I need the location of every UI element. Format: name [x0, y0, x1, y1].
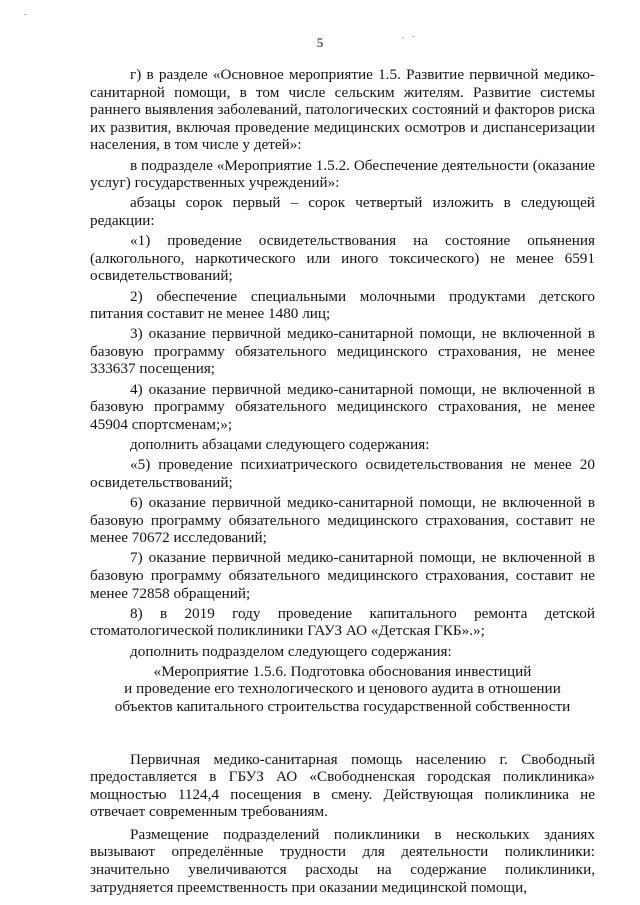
paragraph: в подразделе «Мероприятие 1.5.2. Обеспечение деятельности (оказание услуг) государственных учреждений»: — [90, 156, 595, 192]
scan-speck — [24, 14, 27, 15]
paragraph: абзацы сорок первый – сорок четвертый изложить в следующей редакции: — [90, 194, 595, 229]
document-body — [90, 66, 595, 899]
list-item-paragraph: 2) обеспечение специальными молочными продуктами детского питания составит не менее 1480 лиц; — [90, 287, 595, 323]
list-item-paragraph: «5) проведение психиатрического освидетельствования не менее 20 освидетельствований; — [90, 456, 595, 491]
paragraph: дополнить подразделом следующего содержания: — [130, 642, 452, 660]
subsection-title-line: «Мероприятие 1.5.6. Подготовка обоснования инвестиций — [153, 662, 532, 680]
page-number: 5 — [316, 35, 324, 50]
paragraph: Размещение подразделений поликлиники в нескольких зданиях вызывают определённые трудности для деятельности поликлиники: значительно увеличиваются расходы на содержание поликлиники, затрудняется преемственность при оказании медицинской помощи, — [90, 825, 595, 896]
list-item-paragraph: 4) оказание первичной медико-санитарной помощи, не включенной в базовую программу обязательного медицинского страхования, не менее 45904 спортсменам;»; — [90, 380, 595, 433]
scan-speck — [402, 37, 404, 39]
subsection-title-line: и проведение его технологического и ценового аудита в отношении — [124, 680, 561, 698]
list-item-paragraph: 3) оказание первичной медико-санитарной помощи, не включенной в базовую программу обязательного медицинского страхования, не менее 333637 посещения; — [90, 325, 595, 378]
scan-speck — [412, 36, 415, 37]
subsection-title-line: объектов капитального строительства государственной собственности — [114, 697, 571, 715]
paragraph: г) в разделе «Основное мероприятие 1.5. Развитие первичной медико-санитарной помощи, в том числе сельским жителям. Развитие системы раннего выявления заболеваний, патологических состояний и факторов риска их развития, включая проведение медицинских осмотров и диспансеризации населения, в том числе у детей»: — [90, 66, 595, 154]
list-item-paragraph: 7) оказание первичной медико-санитарной помощи, не включенной в базовую программу обязательного медицинского страхования, составит не менее 72858 обращений; — [90, 549, 595, 602]
list-item-paragraph: 8) в 2019 году проведение капитального ремонта детской стоматологической поликлиники ГАУЗ АО «Детская ГКБ».»; — [90, 604, 595, 640]
list-item-paragraph: 6) оказание первичной медико-санитарной помощи, не включенной в базовую программу обязательного медицинского страхования, составит не менее 70672 исследований; — [90, 494, 595, 547]
paragraph: Первичная медико-санитарная помощь населению г. Свободный предоставляется в ГБУЗ АО «Свободненская городская поликлиника» мощностью 1124,4 посещения в смену. Действующая поликлиника не отвечает современным требованиям. — [90, 750, 595, 821]
blank-line — [90, 716, 595, 751]
subsection-title — [90, 663, 595, 716]
paragraph: дополнить абзацами следующего содержания: — [130, 436, 430, 454]
list-item-paragraph: «1) проведение освидетельствования на состояние опьянения (алкогольного, наркотического или иного токсического) не менее 6591 освидетельствований; — [90, 232, 595, 285]
